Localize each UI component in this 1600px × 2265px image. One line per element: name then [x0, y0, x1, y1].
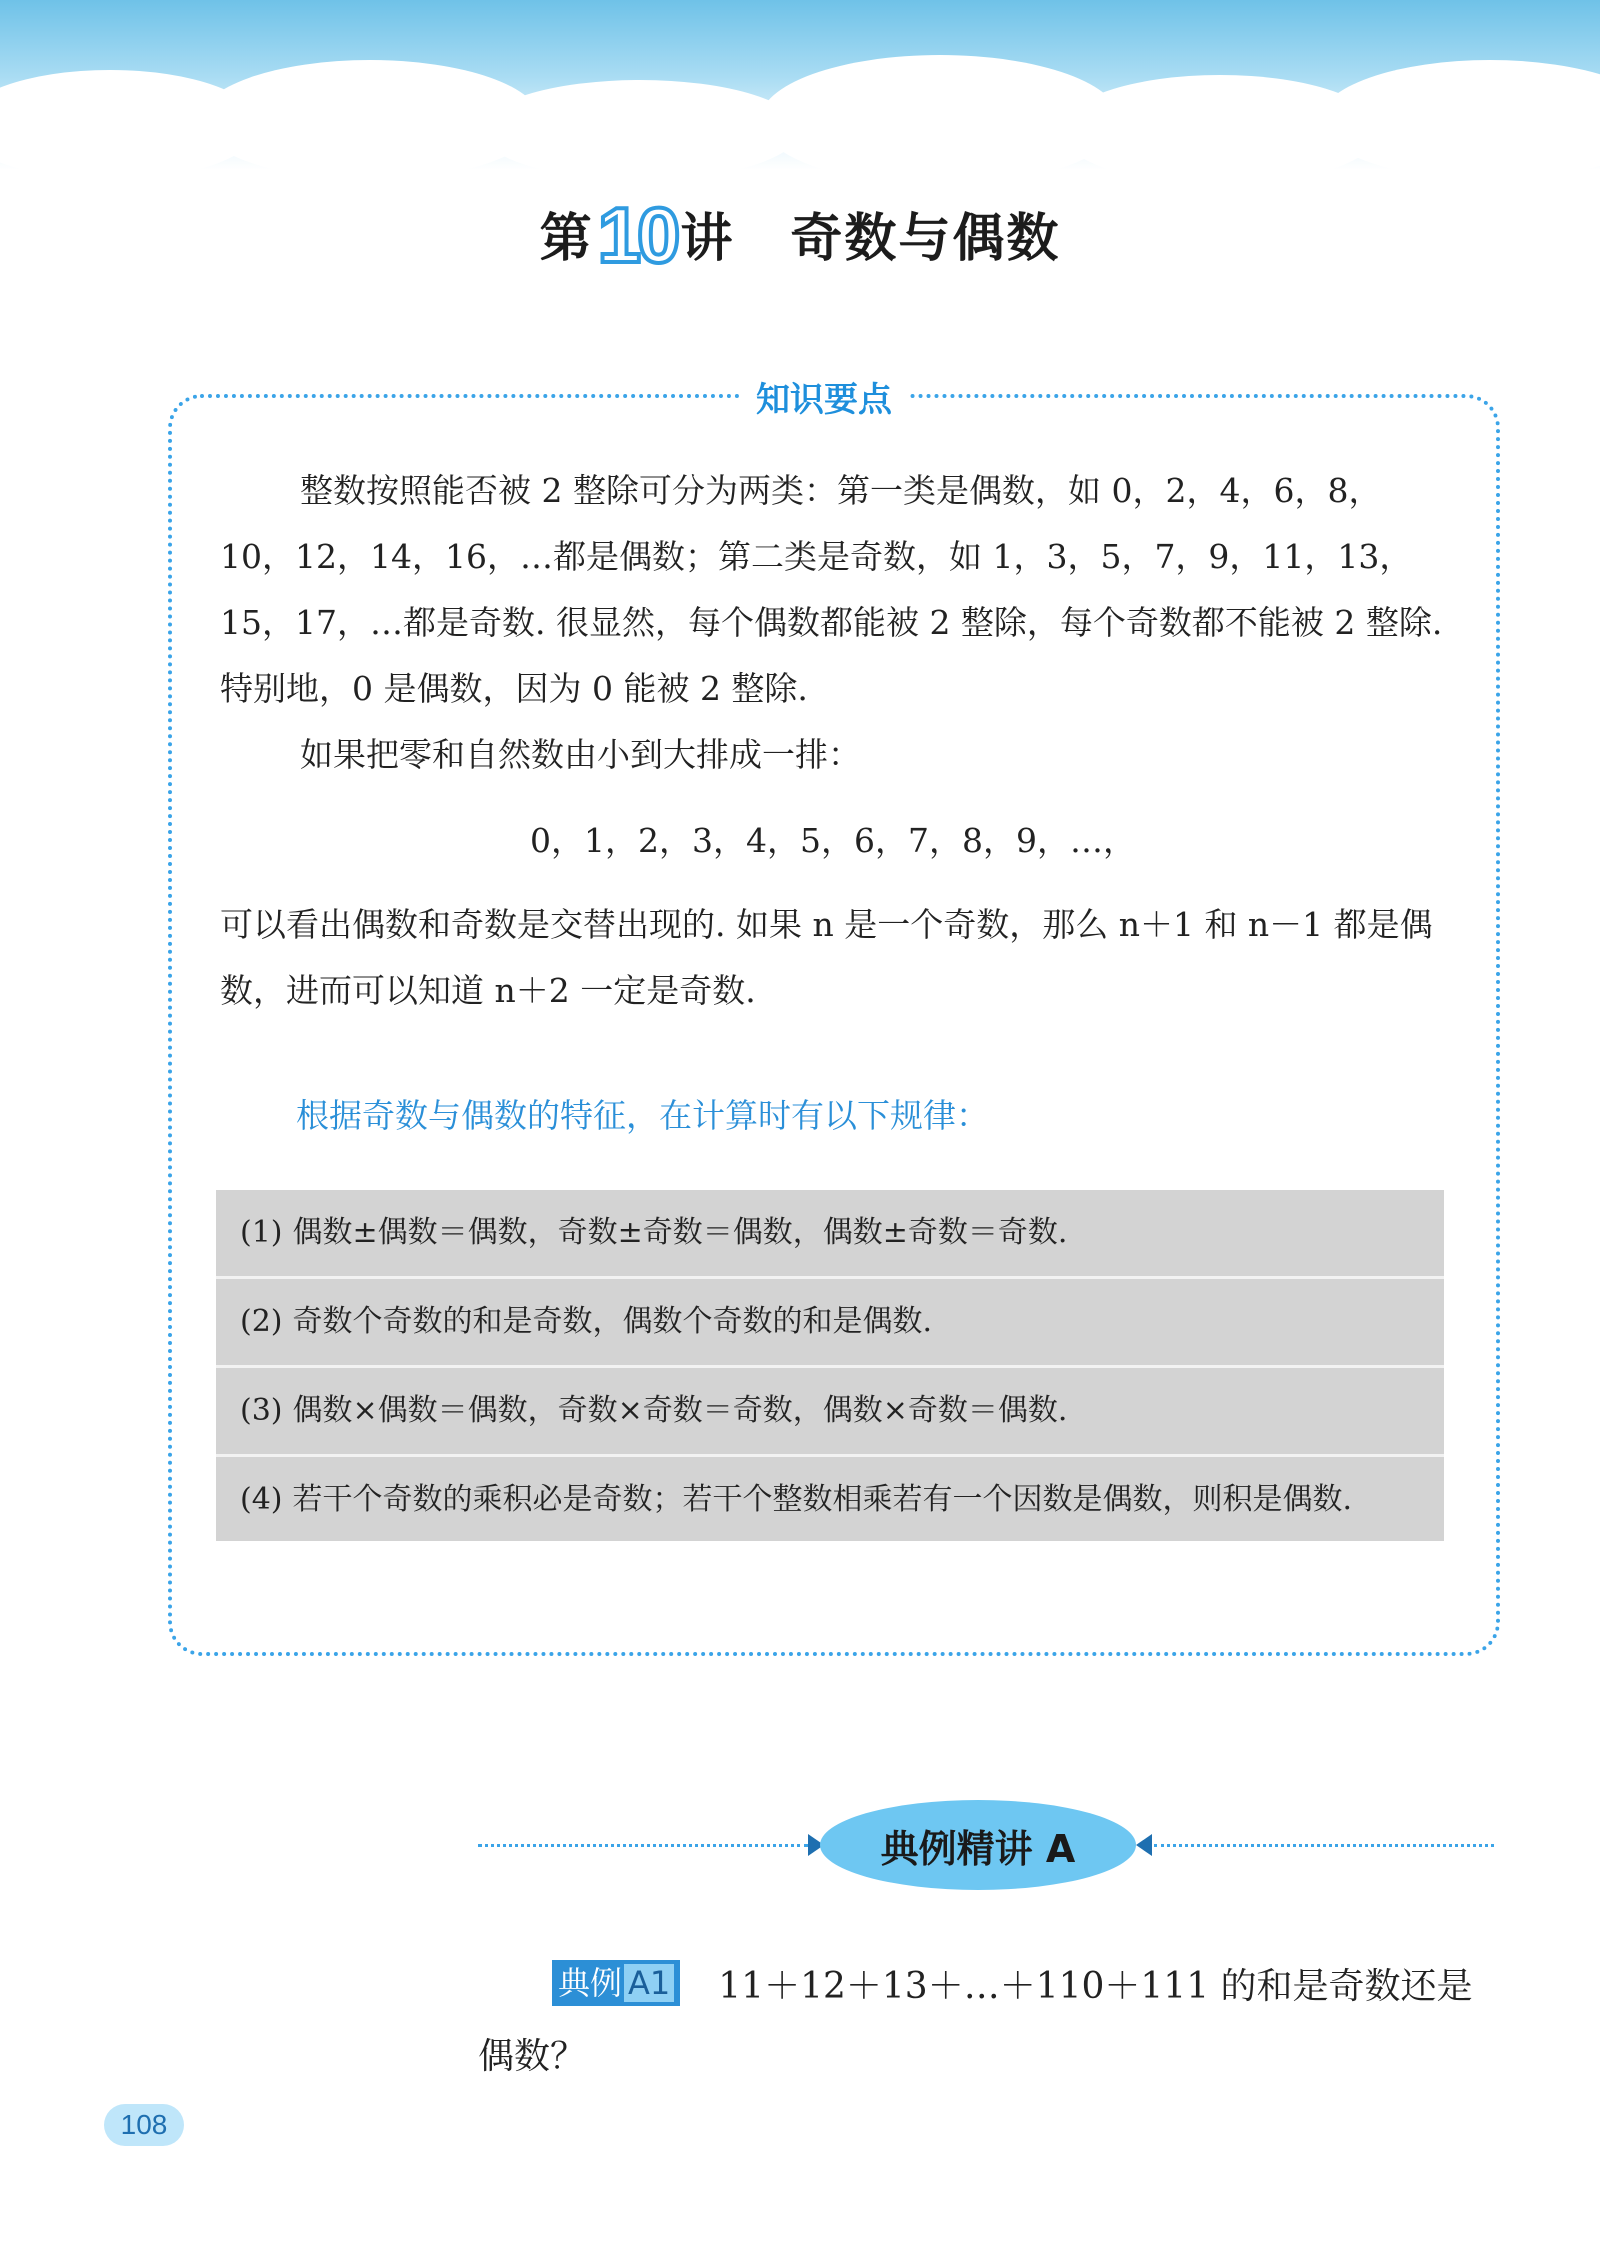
rules-intro: 根据奇数与偶数的特征，在计算时有以下规律：	[296, 1096, 989, 1135]
knowledge-paragraph-3: 可以看出偶数和奇数是交替出现的. 如果 n 是一个奇数，那么 n＋1 和 n－1 都是偶数，进而可以知道 n＋2 一定是奇数.	[220, 905, 1433, 1010]
example-tag-label: 典例	[558, 1964, 623, 2002]
rule-row	[216, 1190, 1444, 1279]
chapter-number: 10	[597, 191, 677, 279]
knowledge-points-heading: 知识要点	[740, 372, 908, 421]
chapter-prefix: 第	[539, 209, 594, 269]
chapter-title	[0, 191, 1600, 279]
rule-row	[216, 1457, 1444, 1541]
rule-number: (3)	[240, 1393, 283, 1428]
rule-row	[216, 1279, 1444, 1368]
example-tag	[552, 1960, 680, 2006]
example-question: 11＋12＋13＋…＋110＋111 的和是奇数还是偶数？	[478, 1966, 1473, 2077]
rule-number: (4)	[240, 1482, 283, 1517]
chapter-name: 奇数与偶数	[790, 209, 1061, 269]
knowledge-paragraph-1: 整数按照能否被 2 整除可分为两类：第一类是偶数，如 0，2，4，6，8，10，12，14，16，…都是偶数；第二类是奇数，如 1，3，5，7，9，11，13，15，17，…都是奇数. 很显然，每个偶数都能被 2 整除，每个奇数都不能被 2 整除. 特别地，0 是偶数，因为 0 能被 2 整除.	[220, 471, 1443, 708]
chapter-suffix: 讲	[680, 209, 735, 269]
cloud-shape	[480, 80, 800, 180]
rule-text: 偶数×偶数＝偶数，奇数×奇数＝奇数，偶数×奇数＝偶数.	[292, 1393, 1068, 1428]
section-badge: 典例精讲 A	[820, 1800, 1136, 1890]
section-divider-right	[1154, 1844, 1494, 1847]
arrow-left-icon	[1136, 1834, 1152, 1856]
example-a1	[478, 1952, 1498, 2092]
example-tag-number: A1	[624, 1964, 674, 2002]
knowledge-paragraph-2: 如果把零和自然数由小到大排成一排：	[300, 735, 861, 774]
rule-number: (1)	[240, 1215, 283, 1250]
rules-table	[216, 1190, 1444, 1541]
rule-text: 奇数个奇数的和是奇数，偶数个奇数的和是偶数.	[292, 1304, 933, 1339]
number-sequence: 0，1，2，3，4，5，6，7，8，9，…，	[530, 821, 1136, 860]
rule-number: (2)	[240, 1304, 283, 1339]
rule-text: 偶数±偶数＝偶数，奇数±奇数＝偶数，偶数±奇数＝奇数.	[292, 1215, 1068, 1250]
section-divider-left	[478, 1844, 808, 1847]
rule-text: 若干个奇数的乘积必是奇数；若干个整数相乘若有一个因数是偶数，则积是偶数.	[292, 1482, 1353, 1517]
page-number: 108	[104, 2104, 184, 2146]
rule-row	[216, 1368, 1444, 1457]
